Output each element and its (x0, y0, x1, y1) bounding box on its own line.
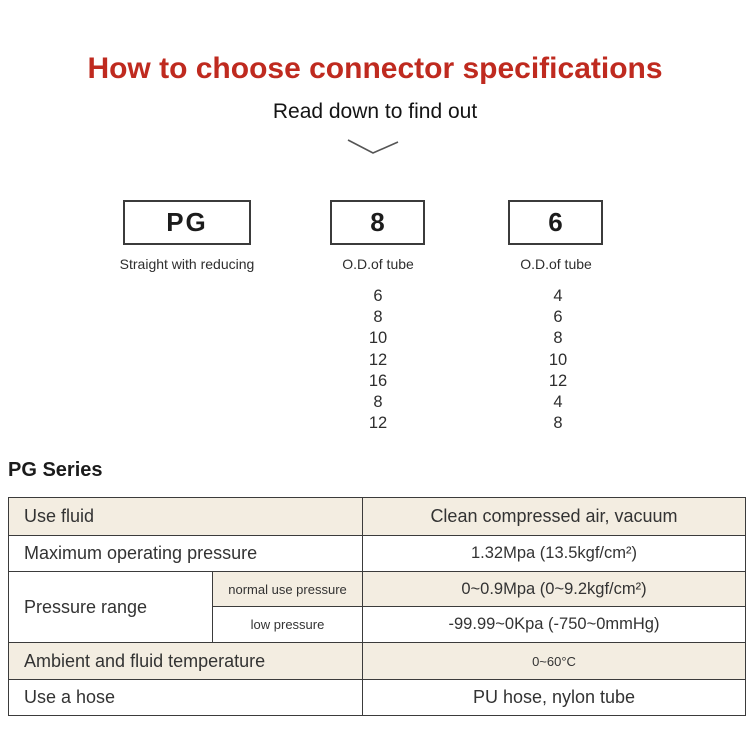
code-box-tube-size-2-label: O.D.of tube (520, 256, 592, 272)
row-label-pressure-range: Pressure range (9, 572, 213, 643)
row-label-use-a-hose: Use a hose (9, 680, 363, 716)
row-value-max-pressure: 1.32Mpa (13.5kgf/cm²) (363, 536, 746, 572)
row-value-use-a-hose: PU hose, nylon tube (363, 680, 746, 716)
option-item: 4 (553, 287, 563, 305)
page-title: How to choose connector specifications (87, 52, 663, 85)
code-box-series-label: Straight with reducing (119, 256, 255, 272)
row-value-normal-use-pressure: 0~0.9Mpa (0~9.2kgf/cm²) (363, 572, 746, 607)
option-item: 4 (553, 393, 563, 412)
sub-label-low-pressure: low pressure (213, 607, 363, 643)
row-label-use-fluid: Use fluid (9, 498, 363, 536)
option-item: 16 (368, 371, 388, 390)
tube-size-options-1 (353, 286, 403, 434)
code-box-series (123, 200, 251, 245)
sub-label-normal-use-pressure: normal use pressure (213, 572, 363, 607)
row-label-max-pressure: Maximum operating pressure (9, 536, 363, 572)
table-row (9, 680, 746, 716)
option-item: 12 (368, 414, 388, 433)
option-item: 12 (368, 350, 388, 369)
table-row (9, 643, 746, 680)
option-item: 10 (368, 329, 388, 348)
code-box-series-text: PG (166, 207, 208, 237)
spec-table (8, 497, 746, 716)
code-box-tube-size-2-text: 6 (548, 207, 563, 237)
row-value-low-pressure: -99.99~0Kpa (-750~0mmHg) (363, 607, 746, 643)
row-label-temperature: Ambient and fluid temperature (9, 643, 363, 680)
code-box-tube-size-1-text: 8 (370, 207, 385, 237)
page-subtitle: Read down to find out (272, 100, 478, 123)
option-item: 6 (373, 287, 383, 305)
row-value-use-fluid: Clean compressed air, vacuum (363, 498, 746, 536)
option-item: 8 (373, 308, 383, 327)
table-row (9, 498, 746, 536)
series-heading: PG Series (8, 459, 103, 481)
code-box-tube-size-1 (330, 200, 425, 245)
table-row (9, 572, 746, 607)
option-item: 8 (373, 393, 383, 412)
option-item: 12 (548, 371, 568, 390)
row-value-temperature: 0~60°C (363, 643, 746, 680)
code-box-tube-size-2 (508, 200, 603, 245)
option-item: 8 (553, 329, 563, 348)
tube-size-options-2 (533, 286, 583, 434)
option-item: 6 (553, 308, 563, 327)
option-item: 10 (548, 350, 568, 369)
option-item: 8 (553, 414, 563, 433)
chevron-down-icon (347, 137, 399, 160)
table-row (9, 536, 746, 572)
code-box-tube-size-1-label: O.D.of tube (342, 256, 414, 272)
